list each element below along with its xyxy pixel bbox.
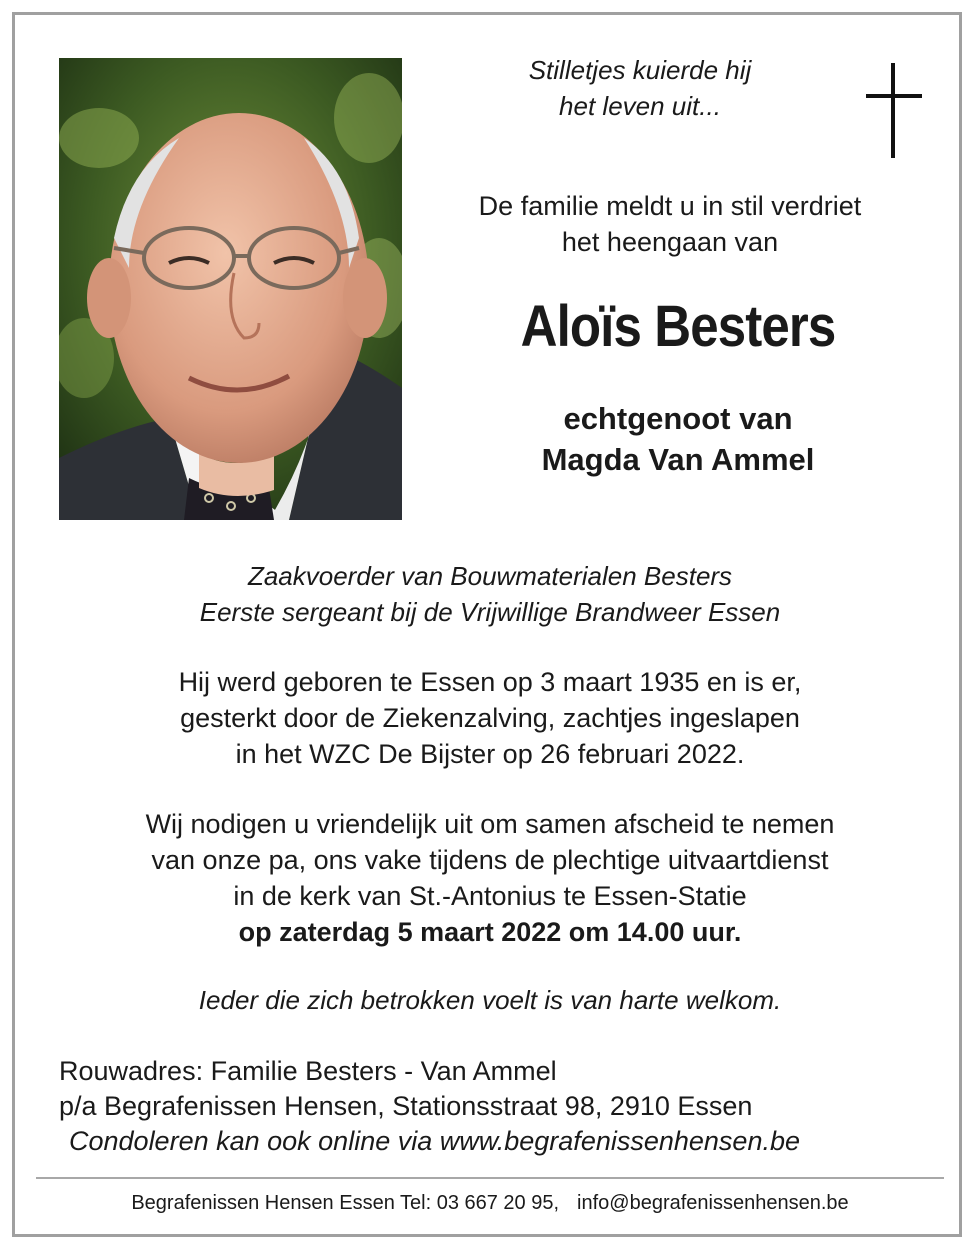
- address-line-2: p/a Begrafenissen Hensen, Stationsstraat 98, 2910 Essen: [59, 1091, 753, 1121]
- online-condolence-link[interactable]: Condoleren kan ook online via www.begrafenissenhensen.be: [69, 1126, 800, 1156]
- motto-line-2: het leven uit...: [559, 91, 721, 121]
- footer-company: Begrafenissen Hensen Essen Tel: 03 667 20 95,: [131, 1192, 560, 1214]
- service-datetime: op zaterdag 5 maart 2022 om 14.00 uur.: [238, 917, 742, 947]
- roles: [40, 558, 940, 630]
- invitation-line-3: in de kerk van St.-Antonius te Essen-Statie: [233, 881, 747, 911]
- deceased-name: Aloïs Besters: [520, 294, 836, 359]
- motto-line-1: Stilletjes kuierde hij: [528, 55, 752, 85]
- portrait-illustration: [59, 58, 402, 520]
- motto: [470, 52, 810, 124]
- spouse-block: [440, 398, 916, 480]
- birth-death-line-3: in het WZC De Bijster op 26 februari 2022.: [235, 739, 745, 769]
- birth-death-text: [40, 664, 940, 772]
- address-line-1: Rouwadres: Familie Besters - Van Ammel: [59, 1056, 557, 1086]
- footer-divider: [36, 1177, 944, 1179]
- birth-death-line-2: gesterkt door de Ziekenzalving, zachtjes ingeslapen: [180, 703, 800, 733]
- invitation-line-2: van onze pa, ons vake tijdens de plechtige uitvaartdienst: [151, 845, 829, 875]
- spouse-name: Magda Van Ammel: [541, 442, 815, 477]
- role-line-1: Zaakvoerder van Bouwmaterialen Besters: [247, 561, 733, 591]
- relation-label: echtgenoot van: [563, 401, 793, 436]
- footer: [40, 1188, 940, 1218]
- announcement-line-2: het heengaan van: [561, 227, 779, 257]
- announcement-line-1: De familie meldt u in stil verdriet: [478, 191, 862, 221]
- mourning-address: [59, 1054, 939, 1159]
- welcome-text: Ieder die zich betrokken voelt is van harte welkom.: [198, 985, 782, 1015]
- invitation-line-1: Wij nodigen u vriendelijk uit om samen afscheid te nemen: [145, 809, 835, 839]
- role-line-2: Eerste sergeant bij de Vrijwillige Brandweer Essen: [199, 597, 781, 627]
- cross-icon: [866, 63, 922, 158]
- footer-email[interactable]: info@begrafenissenhensen.be: [577, 1192, 849, 1214]
- announcement: [440, 188, 900, 260]
- portrait-photo: [59, 58, 402, 520]
- birth-death-line-1: Hij werd geboren te Essen op 3 maart 1935 en is er,: [178, 667, 802, 697]
- invitation: [40, 806, 940, 950]
